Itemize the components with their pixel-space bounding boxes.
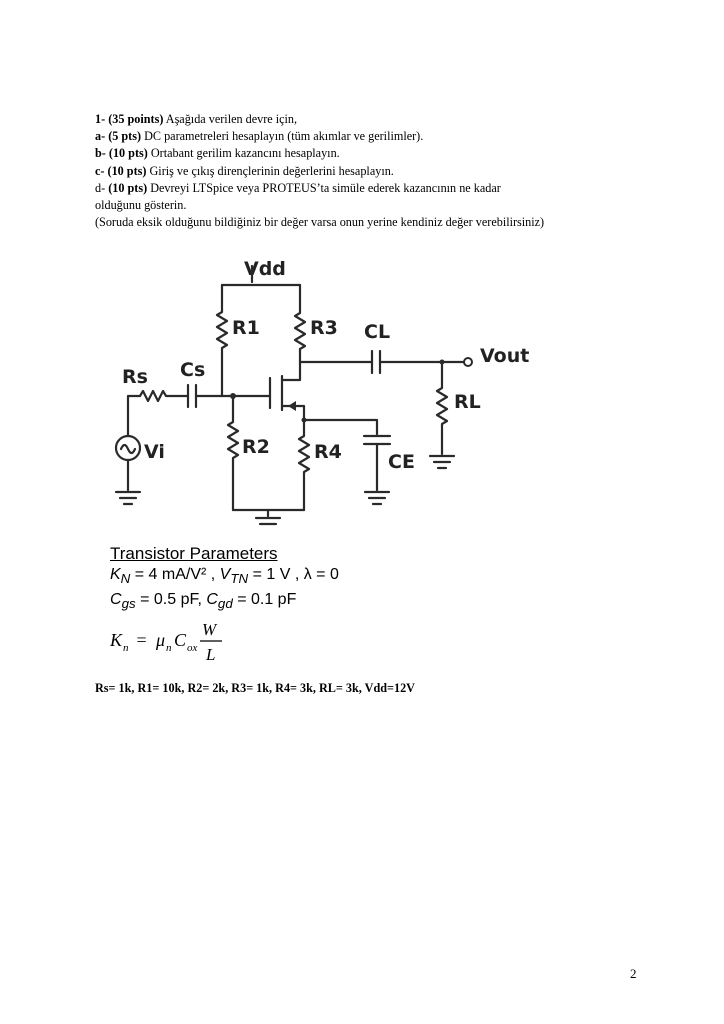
transistor-parameters (110, 544, 410, 614)
rl-resistor (437, 362, 447, 454)
rs-resistor (128, 391, 188, 408)
mosfet-arrow-icon (288, 401, 296, 411)
source-wire (304, 420, 377, 434)
question-line: a- (5 pts) DC parametreleri hesaplayın (tüm akımlar ve gerilimler). (95, 129, 424, 144)
ce-capacitor (364, 436, 390, 444)
svg-text:L: L (206, 645, 216, 664)
r1-resistor (217, 285, 227, 396)
question-line: olduğunu gösterin. (95, 198, 187, 213)
svg-text:μ: μ (156, 630, 166, 650)
circuit-diagram (92, 258, 552, 538)
vi-ground (116, 492, 140, 504)
r4-resistor (299, 420, 309, 510)
bottom-ground (256, 510, 280, 524)
question-line: b- (10 pts) Ortabant gerilim kazancını hesaplayın. (95, 146, 340, 161)
vout-label: Vout (480, 345, 530, 367)
parameters-line-1: $K_N = 4$ mA/V² , $V_{TN} = 1$ V , λ = 0 (110, 566, 339, 587)
question-line: (Soruda eksik olduğunu bildiğiniz bir değer varsa onun yerine kendiniz değer verebilirsiniz) (95, 215, 545, 230)
rl-label: RL (454, 391, 481, 413)
vout-terminal (464, 358, 472, 366)
vi-label: Vi (144, 441, 165, 463)
r1-label: R1 (232, 317, 260, 339)
svg-text:C: C (174, 630, 187, 650)
r2-label: R2 (242, 436, 270, 458)
question-line: 1- (35 points) Aşağıda verilen devre için, (95, 112, 298, 126)
mosfet-drain-source (282, 362, 304, 420)
cs-capacitor (188, 385, 196, 407)
svg-text:=: = (132, 630, 152, 650)
kn-formula (110, 618, 240, 666)
question-text (95, 111, 655, 231)
parameters-line-2: $C_{gs} = 0.5$ pF, $C_{gd} = 0.1$ pF (110, 591, 297, 612)
question-line: d- (10 pts) Devreyi LTSpice veya PROTEUS’ta simüle ederek kazancının ne kadar (95, 180, 501, 195)
cl-capacitor (372, 351, 380, 373)
svg-text:W: W (202, 620, 217, 639)
svg-text:n: n (166, 642, 172, 654)
ce-ground (365, 492, 389, 504)
cl-label: CL (364, 321, 391, 343)
r3-resistor (295, 285, 305, 362)
component-values: Rs= 1k, R1= 10k, R2= 2k, R3= 1k, R4= 3k, RL= 3k, Vdd=12V (95, 681, 415, 695)
ce-label: CE (388, 451, 415, 473)
page-number: 2 (630, 966, 637, 981)
r3-label: R3 (310, 317, 338, 339)
r4-label: R4 (314, 441, 342, 463)
vdd-label: Vdd (244, 258, 286, 280)
parameters-title: Transistor Parameters (110, 544, 278, 563)
cs-label: Cs (180, 359, 206, 381)
rl-ground (430, 456, 454, 468)
svg-text:n: n (123, 642, 129, 654)
rs-label: Rs (122, 366, 148, 388)
r2-resistor (228, 396, 238, 510)
svg-text:K: K (110, 630, 123, 650)
svg-text:ox: ox (187, 642, 198, 654)
question-line: c- (10 pts) Giriş ve çıkış dirençlerinin değerlerini hesaplayın. (95, 163, 394, 178)
